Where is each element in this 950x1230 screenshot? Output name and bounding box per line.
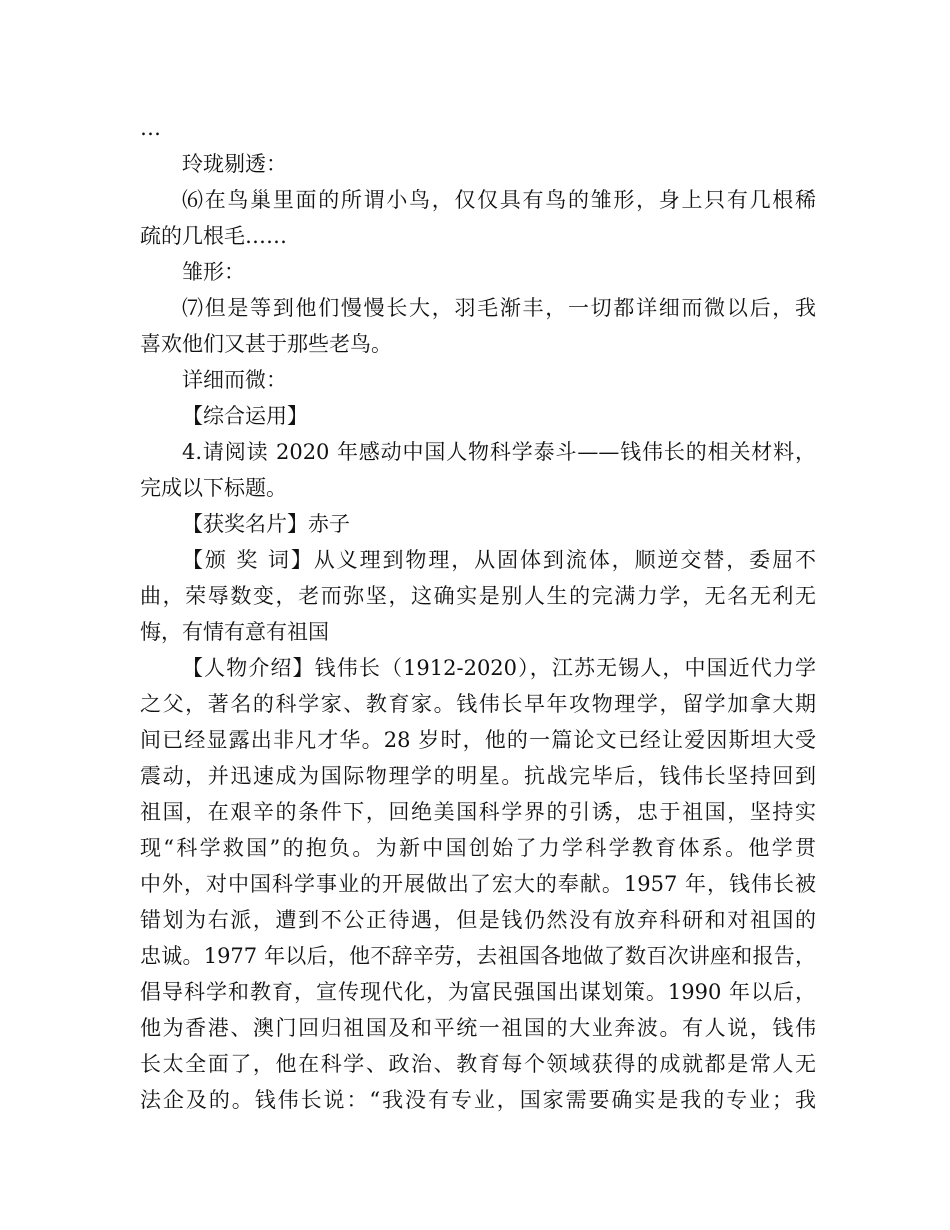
text-line: 完成以下标题。 (140, 476, 287, 500)
text-line: 详细而微： (182, 368, 287, 392)
text-line: 喜欢他们又甚于那些老鸟。 (140, 332, 392, 356)
text-line: 中外，对中国科学事业的开展做出了宏大的奉献。1957 年，钱伟长被 (140, 872, 816, 896)
text-line: 曲，荣辱数变，老而弥坚，这确实是别人生的完满力学，无名无利无 (140, 584, 816, 608)
text-line: 错划为右派，遭到不公正待遇，但是钱仍然没有放弃科研和对祖国的 (140, 908, 816, 932)
document-body (140, 110, 816, 1118)
text-line: 【颁 奖 词】从义理到物理，从固体到流体，顺逆交替，委屈不 (182, 548, 816, 572)
text-line: 4.请阅读 2020 年感动中国人物科学泰斗——钱伟长的相关材料， (182, 440, 816, 464)
text-line: 祖国，在艰辛的条件下，回绝美国科学界的引诱，忠于祖国，坚持实 (140, 800, 816, 824)
text-line: … (140, 116, 161, 140)
text-line: 忠诚。1977 年以后，他不辞辛劳，去祖国各地做了数百次讲座和报告， (140, 944, 816, 968)
text-line: ⑺但是等到他们慢慢长大，羽毛渐丰，一切都详细而微以后，我 (182, 296, 816, 320)
text-line: 悔，有情有意有祖国 (140, 620, 329, 644)
text-line: 间已经显露出非凡才华。28 岁时，他的一篇论文已经让爱因斯坦大受 (140, 728, 816, 752)
text-line: 【综合运用】 (182, 404, 308, 428)
text-line: 现“科学救国”的抱负。为新中国创始了力学科学教育体系。他学贯 (140, 836, 816, 860)
text-line: 倡导科学和教育，宣传现代化，为富民强国出谋划策。1990 年以后， (140, 980, 816, 1004)
text-line: 【人物介绍】钱伟长（1912-2020），江苏无锡人，中国近代力学 (182, 656, 816, 680)
text-line: 长太全面了，他在科学、政治、教育每个领域获得的成就都是常人无 (140, 1052, 816, 1076)
text-line: 法企及的。钱伟长说：“我没有专业，国家需要确实是我的专业；我 (140, 1088, 816, 1112)
text-line: 之父，著名的科学家、教育家。钱伟长早年攻物理学，留学加拿大期 (140, 692, 816, 716)
text-line: 他为香港、澳门回归祖国及和平统一祖国的大业奔波。有人说，钱伟 (140, 1016, 816, 1040)
text-line: 【获奖名片】赤子 (182, 512, 350, 536)
text-line: 玲珑剔透： (182, 152, 287, 176)
text-line: 疏的几根毛…… (140, 224, 287, 248)
text-line: ⑹在鸟巢里面的所谓小鸟，仅仅具有鸟的雏形，身上只有几根稀 (182, 188, 816, 212)
text-line: 雏形： (182, 260, 245, 284)
text-line: 震动，并迅速成为国际物理学的明星。抗战完毕后，钱伟长坚持回到 (140, 764, 816, 788)
